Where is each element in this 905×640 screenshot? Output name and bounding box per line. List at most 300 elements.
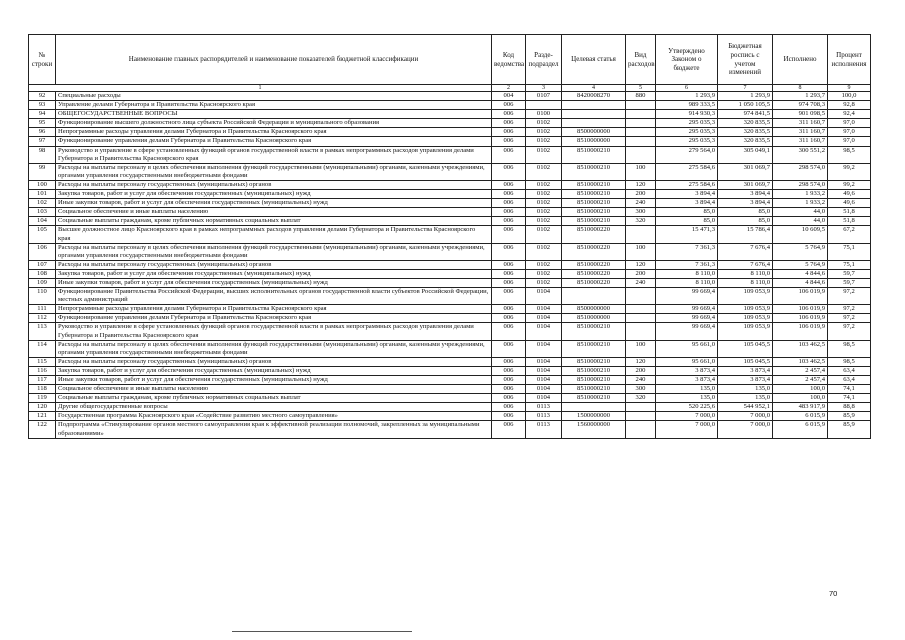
row-approved-cell: 275 584,6 bbox=[656, 163, 718, 180]
row-list-cell: 109 053,9 bbox=[718, 314, 773, 323]
row-section-cell: 0104 bbox=[526, 314, 562, 323]
row-num-cell: 116 bbox=[29, 366, 56, 375]
row-target-cell bbox=[562, 288, 626, 305]
table-row bbox=[29, 92, 871, 101]
row-target-cell: 8510000210 bbox=[562, 376, 626, 385]
row-percent-cell: 98,5 bbox=[828, 357, 871, 366]
row-executed-cell: 1 293,7 bbox=[773, 92, 828, 101]
row-executed-cell: 106 019,9 bbox=[773, 323, 828, 340]
row-name-cell: Иные закупки товаров, работ и услуг для обеспечения государственных (муниципальных) нужд bbox=[56, 376, 492, 385]
row-percent-cell: 92,8 bbox=[828, 101, 871, 110]
row-dept-cell: 006 bbox=[492, 366, 526, 375]
row-executed-cell: 298 574,0 bbox=[773, 163, 828, 180]
table-row bbox=[29, 110, 871, 119]
header-name: Наименование главных распорядителей и наименование показателей бюджетной классификации bbox=[56, 35, 492, 85]
row-name-cell: Закупка товаров, работ и услуг для обеспечения государственных (муниципальных) нужд bbox=[56, 190, 492, 199]
table-row bbox=[29, 146, 871, 163]
row-target-cell: 8510000210 bbox=[562, 208, 626, 217]
row-section-cell: 0102 bbox=[526, 278, 562, 287]
row-num-cell: 117 bbox=[29, 376, 56, 385]
row-percent-cell: 98,5 bbox=[828, 340, 871, 357]
row-percent-cell: 97,0 bbox=[828, 137, 871, 146]
row-target-cell: 8510000220 bbox=[562, 260, 626, 269]
row-exp-type-cell: 120 bbox=[626, 357, 656, 366]
row-percent-cell: 88,8 bbox=[828, 403, 871, 412]
row-dept-cell: 006 bbox=[492, 180, 526, 189]
row-name-cell: Государственная программа Красноярского края «Содействие развитию местного самоуправления» bbox=[56, 412, 492, 421]
footer-line bbox=[232, 631, 412, 632]
row-percent-cell: 74,1 bbox=[828, 385, 871, 394]
row-approved-cell: 1 293,9 bbox=[656, 92, 718, 101]
row-percent-cell: 75,1 bbox=[828, 260, 871, 269]
budget-table-sheet bbox=[28, 34, 870, 439]
row-list-cell: 3 894,4 bbox=[718, 199, 773, 208]
row-exp-type-cell bbox=[626, 226, 656, 243]
row-exp-type-cell bbox=[626, 137, 656, 146]
row-executed-cell: 311 160,7 bbox=[773, 128, 828, 137]
row-approved-cell: 8 110,0 bbox=[656, 269, 718, 278]
row-section-cell: 0102 bbox=[526, 199, 562, 208]
table-row bbox=[29, 208, 871, 217]
row-section-cell bbox=[526, 101, 562, 110]
column-index-cell: 2 bbox=[492, 85, 526, 92]
row-executed-cell: 300 551,2 bbox=[773, 146, 828, 163]
row-name-cell: Руководство и управление в сфере установленных функций органов государственной власти в рамках непрограммных расходов управления делами Губернатора и Правительства Красноярского края bbox=[56, 323, 492, 340]
table-body bbox=[29, 92, 871, 439]
row-num-cell: 100 bbox=[29, 180, 56, 189]
row-list-cell: 301 069,7 bbox=[718, 163, 773, 180]
row-executed-cell: 298 574,0 bbox=[773, 180, 828, 189]
row-percent-cell: 59,7 bbox=[828, 269, 871, 278]
row-section-cell: 0104 bbox=[526, 394, 562, 403]
row-dept-cell: 006 bbox=[492, 217, 526, 226]
column-index-cell: 1 bbox=[29, 85, 492, 92]
row-approved-cell: 989 333,5 bbox=[656, 101, 718, 110]
row-approved-cell: 95 661,0 bbox=[656, 357, 718, 366]
column-index-cell: 5 bbox=[626, 85, 656, 92]
row-section-cell: 0102 bbox=[526, 243, 562, 260]
header-approved: Утверждено Законом о бюджете bbox=[656, 35, 718, 85]
row-dept-cell: 006 bbox=[492, 163, 526, 180]
row-exp-type-cell bbox=[626, 403, 656, 412]
row-exp-type-cell: 200 bbox=[626, 366, 656, 375]
row-num-cell: 110 bbox=[29, 288, 56, 305]
row-dept-cell: 006 bbox=[492, 199, 526, 208]
row-list-cell: 3 873,4 bbox=[718, 376, 773, 385]
row-executed-cell: 311 160,7 bbox=[773, 119, 828, 128]
row-num-cell: 109 bbox=[29, 278, 56, 287]
row-list-cell: 301 069,7 bbox=[718, 180, 773, 189]
row-dept-cell: 006 bbox=[492, 146, 526, 163]
row-name-cell: Функционирование высшего должностного лица субъекта Российской Федерации и муниципального образования bbox=[56, 119, 492, 128]
row-executed-cell: 6 015,9 bbox=[773, 412, 828, 421]
row-name-cell: Расходы на выплаты персоналу государственных (муниципальных) органов bbox=[56, 357, 492, 366]
row-executed-cell: 10 609,5 bbox=[773, 226, 828, 243]
row-name-cell: Социальные выплаты гражданам, кроме публичных нормативных социальных выплат bbox=[56, 394, 492, 403]
row-exp-type-cell bbox=[626, 288, 656, 305]
row-list-cell: 105 045,5 bbox=[718, 357, 773, 366]
row-dept-cell: 006 bbox=[492, 269, 526, 278]
row-percent-cell: 97,2 bbox=[828, 305, 871, 314]
table-row bbox=[29, 394, 871, 403]
row-dept-cell: 006 bbox=[492, 323, 526, 340]
row-approved-cell: 520 225,6 bbox=[656, 403, 718, 412]
row-exp-type-cell: 120 bbox=[626, 180, 656, 189]
row-section-cell: 0104 bbox=[526, 340, 562, 357]
row-approved-cell: 8 110,0 bbox=[656, 278, 718, 287]
row-section-cell: 0102 bbox=[526, 226, 562, 243]
row-approved-cell: 914 930,3 bbox=[656, 110, 718, 119]
row-name-cell: Социальное обеспечение и иные выплаты населению bbox=[56, 208, 492, 217]
table-row bbox=[29, 314, 871, 323]
row-name-cell: Иные закупки товаров, работ и услуг для обеспечения государственных (муниципальных) нужд bbox=[56, 278, 492, 287]
row-section-cell: 0113 bbox=[526, 412, 562, 421]
row-section-cell: 0104 bbox=[526, 376, 562, 385]
row-executed-cell: 974 708,3 bbox=[773, 101, 828, 110]
row-executed-cell: 103 462,5 bbox=[773, 357, 828, 366]
column-index-cell: 9 bbox=[828, 85, 871, 92]
row-approved-cell: 295 035,3 bbox=[656, 119, 718, 128]
row-dept-cell: 006 bbox=[492, 101, 526, 110]
row-num-cell: 97 bbox=[29, 137, 56, 146]
row-exp-type-cell: 200 bbox=[626, 269, 656, 278]
row-exp-type-cell: 120 bbox=[626, 260, 656, 269]
table-row bbox=[29, 217, 871, 226]
row-exp-type-cell: 100 bbox=[626, 243, 656, 260]
row-num-cell: 93 bbox=[29, 101, 56, 110]
row-exp-type-cell bbox=[626, 421, 656, 438]
row-list-cell: 8 110,0 bbox=[718, 269, 773, 278]
row-exp-type-cell bbox=[626, 412, 656, 421]
row-list-cell: 15 786,4 bbox=[718, 226, 773, 243]
table-row bbox=[29, 128, 871, 137]
row-num-cell: 102 bbox=[29, 199, 56, 208]
row-dept-cell: 006 bbox=[492, 421, 526, 438]
row-approved-cell: 295 035,3 bbox=[656, 137, 718, 146]
row-section-cell: 0100 bbox=[526, 110, 562, 119]
row-section-cell: 0102 bbox=[526, 119, 562, 128]
row-approved-cell: 275 584,6 bbox=[656, 180, 718, 189]
row-target-cell: 8510000210 bbox=[562, 163, 626, 180]
row-list-cell: 135,0 bbox=[718, 385, 773, 394]
row-exp-type-cell bbox=[626, 101, 656, 110]
row-list-cell: 1 293,9 bbox=[718, 92, 773, 101]
column-index-cell: 3 bbox=[526, 85, 562, 92]
row-name-cell: Непрограммные расходы управления делами Губернатора и Правительства Красноярского края bbox=[56, 128, 492, 137]
row-target-cell: 8510000210 bbox=[562, 217, 626, 226]
row-list-cell: 109 053,9 bbox=[718, 323, 773, 340]
row-exp-type-cell: 300 bbox=[626, 208, 656, 217]
row-target-cell: 1560000000 bbox=[562, 421, 626, 438]
page-number: 70 bbox=[829, 589, 838, 598]
row-name-cell: Специальные расходы bbox=[56, 92, 492, 101]
row-executed-cell: 106 019,9 bbox=[773, 288, 828, 305]
row-target-cell bbox=[562, 403, 626, 412]
row-section-cell: 0102 bbox=[526, 217, 562, 226]
row-section-cell: 0102 bbox=[526, 260, 562, 269]
row-target-cell: 8510000210 bbox=[562, 323, 626, 340]
row-section-cell: 0102 bbox=[526, 146, 562, 163]
row-list-cell: 109 053,9 bbox=[718, 288, 773, 305]
row-exp-type-cell: 300 bbox=[626, 385, 656, 394]
header-percent: Процент исполнения bbox=[828, 35, 871, 85]
row-section-cell: 0102 bbox=[526, 128, 562, 137]
row-name-cell: Расходы на выплаты персоналу в целях обеспечения выполнения функций государственными (муниципальными) органами, казенными учреждениями, органами управления государственными внебюджетными фондами bbox=[56, 243, 492, 260]
row-percent-cell: 97,2 bbox=[828, 314, 871, 323]
table-row bbox=[29, 366, 871, 375]
table-row bbox=[29, 199, 871, 208]
row-approved-cell: 135,0 bbox=[656, 385, 718, 394]
row-list-cell: 305 049,1 bbox=[718, 146, 773, 163]
row-target-cell bbox=[562, 119, 626, 128]
row-target-cell: 8510000210 bbox=[562, 394, 626, 403]
row-percent-cell: 49,6 bbox=[828, 190, 871, 199]
row-num-cell: 108 bbox=[29, 269, 56, 278]
row-executed-cell: 2 457,4 bbox=[773, 376, 828, 385]
row-executed-cell: 4 844,6 bbox=[773, 269, 828, 278]
budget-table bbox=[28, 34, 871, 439]
row-dept-cell: 006 bbox=[492, 340, 526, 357]
row-name-cell: Закупка товаров, работ и услуг для обеспечения государственных (муниципальных) нужд bbox=[56, 269, 492, 278]
row-exp-type-cell bbox=[626, 323, 656, 340]
table-row bbox=[29, 190, 871, 199]
row-dept-cell: 006 bbox=[492, 394, 526, 403]
row-percent-cell: 98,5 bbox=[828, 146, 871, 163]
column-index-cell: 4 bbox=[562, 85, 626, 92]
row-percent-cell: 74,1 bbox=[828, 394, 871, 403]
row-target-cell: 8510000210 bbox=[562, 366, 626, 375]
row-percent-cell: 63,4 bbox=[828, 376, 871, 385]
row-dept-cell: 006 bbox=[492, 278, 526, 287]
row-list-cell: 320 835,5 bbox=[718, 137, 773, 146]
row-exp-type-cell: 320 bbox=[626, 394, 656, 403]
row-dept-cell: 006 bbox=[492, 226, 526, 243]
table-row bbox=[29, 385, 871, 394]
row-target-cell: 8510000210 bbox=[562, 180, 626, 189]
column-index-cell: 7 bbox=[718, 85, 773, 92]
table-row bbox=[29, 226, 871, 243]
row-executed-cell: 44,0 bbox=[773, 208, 828, 217]
row-target-cell: 8510000210 bbox=[562, 146, 626, 163]
row-dept-cell: 006 bbox=[492, 243, 526, 260]
table-row bbox=[29, 357, 871, 366]
row-dept-cell: 006 bbox=[492, 357, 526, 366]
row-num-cell: 96 bbox=[29, 128, 56, 137]
row-percent-cell: 100,0 bbox=[828, 92, 871, 101]
row-num-cell: 114 bbox=[29, 340, 56, 357]
row-executed-cell: 483 917,9 bbox=[773, 403, 828, 412]
row-percent-cell: 51,8 bbox=[828, 217, 871, 226]
table-row bbox=[29, 243, 871, 260]
row-name-cell: Расходы на выплаты персоналу государственных (муниципальных) органов bbox=[56, 180, 492, 189]
row-num-cell: 99 bbox=[29, 163, 56, 180]
row-approved-cell: 3 894,4 bbox=[656, 190, 718, 199]
row-name-cell: Расходы на выплаты персоналу в целях обеспечения выполнения функций государственными (муниципальными) органами, казенными учреждениями, органами управления государственными внебюджетными фондами bbox=[56, 163, 492, 180]
row-name-cell: Непрограммные расходы управления делами Губернатора и Правительства Красноярского края bbox=[56, 305, 492, 314]
row-name-cell: Функционирование Правительства Российской Федерации, высших исполнительных органов государственной власти субъектов Российской Федерации, местных администраций bbox=[56, 288, 492, 305]
row-num-cell: 98 bbox=[29, 146, 56, 163]
row-approved-cell: 99 669,4 bbox=[656, 288, 718, 305]
row-exp-type-cell: 320 bbox=[626, 217, 656, 226]
row-list-cell: 3 894,4 bbox=[718, 190, 773, 199]
column-index-cell: 6 bbox=[656, 85, 718, 92]
row-approved-cell: 85,0 bbox=[656, 217, 718, 226]
row-list-cell: 320 835,5 bbox=[718, 119, 773, 128]
table-row bbox=[29, 305, 871, 314]
row-name-cell: Расходы на выплаты персоналу в целях обеспечения выполнения функций государственными (муниципальными) органами, казенными учреждениями, органами управления государственными внебюджетными фондами bbox=[56, 340, 492, 357]
row-name-cell: ОБЩЕГОСУДАРСТВЕННЫЕ ВОПРОСЫ bbox=[56, 110, 492, 119]
row-dept-cell: 006 bbox=[492, 288, 526, 305]
row-name-cell: Социальные выплаты гражданам, кроме публичных нормативных социальных выплат bbox=[56, 217, 492, 226]
row-num-cell: 111 bbox=[29, 305, 56, 314]
table-row bbox=[29, 323, 871, 340]
row-dept-cell: 006 bbox=[492, 119, 526, 128]
row-approved-cell: 295 035,3 bbox=[656, 128, 718, 137]
row-percent-cell: 67,2 bbox=[828, 226, 871, 243]
table-row bbox=[29, 403, 871, 412]
row-section-cell: 0113 bbox=[526, 403, 562, 412]
row-section-cell: 0102 bbox=[526, 190, 562, 199]
row-list-cell: 7 676,4 bbox=[718, 243, 773, 260]
row-list-cell: 7 000,0 bbox=[718, 412, 773, 421]
header-num: № строки bbox=[29, 35, 56, 85]
row-list-cell: 7 676,4 bbox=[718, 260, 773, 269]
row-dept-cell: 006 bbox=[492, 412, 526, 421]
header-exp-type: Вид расходов bbox=[626, 35, 656, 85]
row-approved-cell: 85,0 bbox=[656, 208, 718, 217]
row-num-cell: 101 bbox=[29, 190, 56, 199]
row-num-cell: 122 bbox=[29, 421, 56, 438]
row-percent-cell: 51,8 bbox=[828, 208, 871, 217]
row-section-cell: 0102 bbox=[526, 137, 562, 146]
row-approved-cell: 135,0 bbox=[656, 394, 718, 403]
row-num-cell: 104 bbox=[29, 217, 56, 226]
row-dept-cell: 006 bbox=[492, 208, 526, 217]
row-section-cell: 0102 bbox=[526, 180, 562, 189]
row-executed-cell: 311 160,7 bbox=[773, 137, 828, 146]
row-num-cell: 94 bbox=[29, 110, 56, 119]
row-percent-cell: 49,6 bbox=[828, 199, 871, 208]
row-percent-cell: 97,0 bbox=[828, 128, 871, 137]
row-target-cell: 8420008270 bbox=[562, 92, 626, 101]
row-dept-cell: 006 bbox=[492, 128, 526, 137]
row-list-cell: 7 000,0 bbox=[718, 421, 773, 438]
row-exp-type-cell bbox=[626, 128, 656, 137]
row-executed-cell: 901 098,5 bbox=[773, 110, 828, 119]
row-executed-cell: 44,0 bbox=[773, 217, 828, 226]
row-name-cell: Функционирование управления делами Губернатора и Правительства Красноярского края bbox=[56, 137, 492, 146]
row-target-cell: 8510000220 bbox=[562, 226, 626, 243]
row-exp-type-cell: 240 bbox=[626, 278, 656, 287]
row-list-cell: 85,0 bbox=[718, 217, 773, 226]
row-exp-type-cell bbox=[626, 119, 656, 128]
row-num-cell: 118 bbox=[29, 385, 56, 394]
row-name-cell: Закупка товаров, работ и услуг для обеспечения государственных (муниципальных) нужд bbox=[56, 366, 492, 375]
row-exp-type-cell: 100 bbox=[626, 163, 656, 180]
row-approved-cell: 95 661,0 bbox=[656, 340, 718, 357]
row-target-cell: 8510000210 bbox=[562, 199, 626, 208]
row-dept-cell: 006 bbox=[492, 314, 526, 323]
row-num-cell: 121 bbox=[29, 412, 56, 421]
row-exp-type-cell bbox=[626, 305, 656, 314]
row-approved-cell: 99 669,4 bbox=[656, 314, 718, 323]
row-executed-cell: 4 844,6 bbox=[773, 278, 828, 287]
row-num-cell: 107 bbox=[29, 260, 56, 269]
table-header-row bbox=[29, 35, 871, 85]
row-num-cell: 106 bbox=[29, 243, 56, 260]
table-row bbox=[29, 180, 871, 189]
row-list-cell: 135,0 bbox=[718, 394, 773, 403]
row-dept-cell: 006 bbox=[492, 403, 526, 412]
row-executed-cell: 1 933,2 bbox=[773, 190, 828, 199]
row-percent-cell: 99,2 bbox=[828, 163, 871, 180]
row-target-cell: 8500000000 bbox=[562, 305, 626, 314]
table-row bbox=[29, 376, 871, 385]
row-approved-cell: 279 564,0 bbox=[656, 146, 718, 163]
row-section-cell: 0104 bbox=[526, 288, 562, 305]
row-num-cell: 95 bbox=[29, 119, 56, 128]
row-section-cell: 0102 bbox=[526, 269, 562, 278]
header-target: Целевая статья bbox=[562, 35, 626, 85]
table-row bbox=[29, 101, 871, 110]
row-list-cell: 3 873,4 bbox=[718, 366, 773, 375]
row-percent-cell: 97,2 bbox=[828, 323, 871, 340]
row-exp-type-cell: 100 bbox=[626, 340, 656, 357]
table-row bbox=[29, 269, 871, 278]
row-section-cell: 0104 bbox=[526, 366, 562, 375]
row-percent-cell: 97,2 bbox=[828, 288, 871, 305]
header-executed: Исполнено bbox=[773, 35, 828, 85]
row-target-cell: 8510000210 bbox=[562, 357, 626, 366]
row-approved-cell: 7 361,3 bbox=[656, 243, 718, 260]
row-percent-cell: 85,9 bbox=[828, 421, 871, 438]
row-executed-cell: 100,0 bbox=[773, 385, 828, 394]
table-row bbox=[29, 288, 871, 305]
row-section-cell: 0104 bbox=[526, 357, 562, 366]
row-target-cell: 8500000000 bbox=[562, 128, 626, 137]
row-approved-cell: 99 669,4 bbox=[656, 305, 718, 314]
row-approved-cell: 15 471,3 bbox=[656, 226, 718, 243]
row-approved-cell: 7 000,0 bbox=[656, 412, 718, 421]
row-percent-cell: 85,9 bbox=[828, 412, 871, 421]
row-dept-cell: 006 bbox=[492, 190, 526, 199]
table-row bbox=[29, 260, 871, 269]
row-approved-cell: 3 894,4 bbox=[656, 199, 718, 208]
row-list-cell: 8 110,0 bbox=[718, 278, 773, 287]
row-num-cell: 119 bbox=[29, 394, 56, 403]
row-exp-type-cell: 240 bbox=[626, 376, 656, 385]
row-name-cell: Подпрограмма «Стимулирование органов местного самоуправления края к эффективной реализации полномочий, закрепленных за муниципальными образованиями» bbox=[56, 421, 492, 438]
row-name-cell: Руководство и управление в сфере установленных функций органов государственной власти в рамках непрограммных расходов управления делами Губернатора и Правительства Красноярского края bbox=[56, 146, 492, 163]
row-dept-cell: 006 bbox=[492, 110, 526, 119]
row-percent-cell: 99,2 bbox=[828, 180, 871, 189]
row-percent-cell: 92,4 bbox=[828, 110, 871, 119]
row-target-cell: 8510000210 bbox=[562, 340, 626, 357]
row-list-cell: 320 835,5 bbox=[718, 128, 773, 137]
row-target-cell: 8510000000 bbox=[562, 314, 626, 323]
row-target-cell: 8510000220 bbox=[562, 243, 626, 260]
row-num-cell: 113 bbox=[29, 323, 56, 340]
row-target-cell: 8510000000 bbox=[562, 137, 626, 146]
row-approved-cell: 99 669,4 bbox=[656, 323, 718, 340]
row-list-cell: 974 841,5 bbox=[718, 110, 773, 119]
row-dept-cell: 006 bbox=[492, 137, 526, 146]
row-exp-type-cell: 240 bbox=[626, 199, 656, 208]
row-target-cell bbox=[562, 101, 626, 110]
row-exp-type-cell bbox=[626, 146, 656, 163]
table-row bbox=[29, 340, 871, 357]
row-target-cell: 1500000000 bbox=[562, 412, 626, 421]
